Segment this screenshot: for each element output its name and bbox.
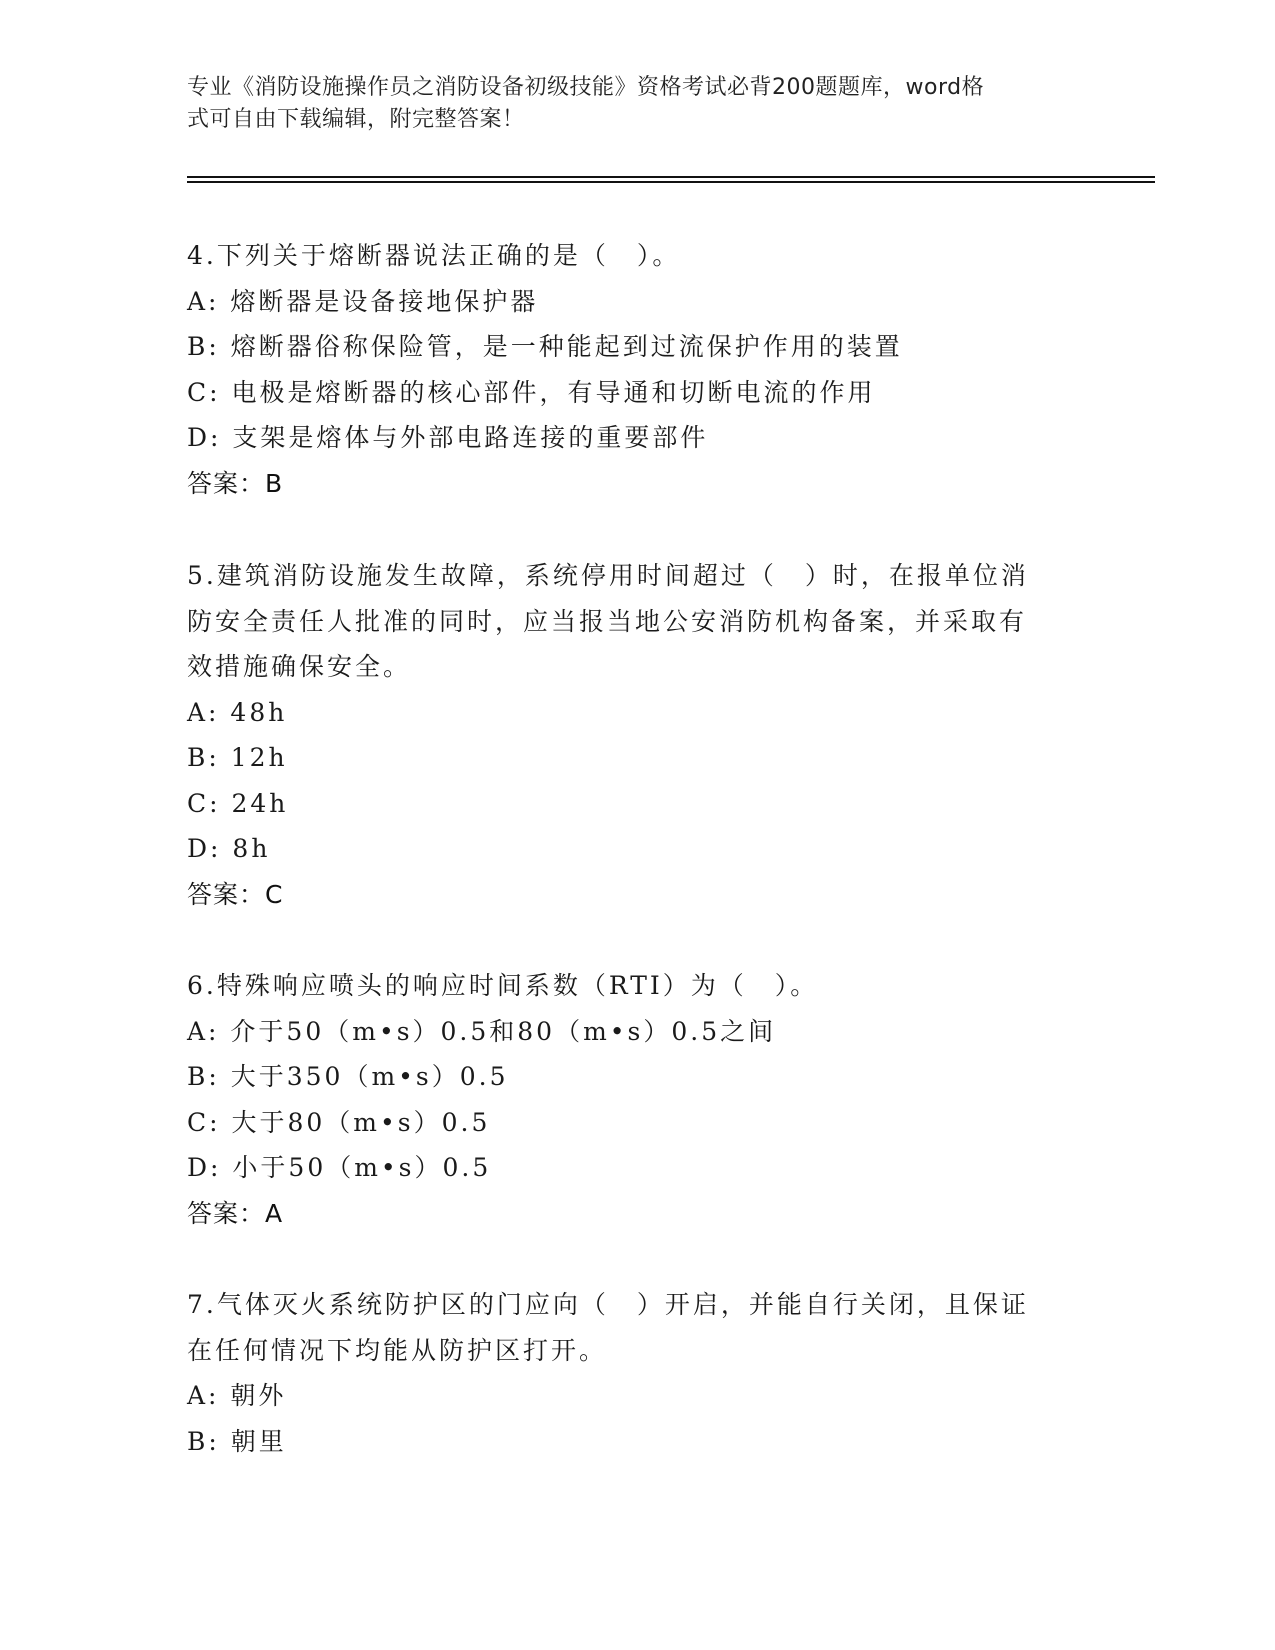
question-stem: 6.特殊响应喷头的响应时间系数（RTI）为（ ）。 [187,971,819,1000]
option-d: D: 支架是熔体与外部电路连接的重要部件 [187,423,709,452]
option-c: C: 电极是熔断器的核心部件，有导通和切断电流的作用 [187,377,876,407]
option-b: B: 大于350（m•s）0.5 [187,1062,509,1091]
option-a: A: 朝外 [187,1381,287,1410]
question-stem-line-2: 防安全责任人批准的同时，应当报当地公安消防机构备案，并采取有 [187,606,1028,636]
question-5 [187,553,1067,917]
answer: 答案：C [187,879,284,909]
header-line-1: 专业《消防设施操作员之消防设备初级技能》资格考试必背200题题库，word格 [187,75,985,100]
option-c: C: 大于80（m•s）0.5 [187,1107,491,1137]
header-rule-top [187,176,1155,178]
header-rule-bottom [187,181,1155,183]
option-c: C: 24h [187,788,289,818]
option-a: A: 熔断器是设备接地保护器 [187,286,539,316]
option-b: B: 12h [187,743,288,772]
question-stem-line-3: 效措施确保安全。 [187,652,412,681]
answer: 答案：A [187,1198,284,1228]
question-stem-line-1: 7.气体灭火系统防护区的门应向（ ）开启，并能自行关闭，且保证 [187,1290,1029,1319]
document-header [187,72,1067,136]
option-b: B: 熔断器俗称保险管，是一种能起到过流保护作用的装置 [187,332,903,361]
option-d: D: 8h [187,834,271,863]
answer: 答案：B [187,468,284,498]
option-a: A: 介于50（m•s）0.5和80（m•s）0.5之间 [187,1016,777,1046]
option-a: A: 48h [187,697,288,727]
question-7 [187,1282,1067,1464]
question-stem-line-2: 在任何情况下均能从防护区打开。 [187,1335,608,1365]
question-stem-line-1: 5.建筑消防设施发生故障，系统停用时间超过（ ）时，在报单位消 [187,561,1029,590]
question-4 [187,233,1067,506]
question-6 [187,963,1067,1236]
header-line-2: 式可自由下载编辑，附完整答案！ [187,107,525,132]
question-stem: 4.下列关于熔断器说法正确的是（ ）。 [187,241,681,270]
option-b: B: 朝里 [187,1426,287,1456]
option-d: D: 小于50（m•s）0.5 [187,1153,492,1182]
